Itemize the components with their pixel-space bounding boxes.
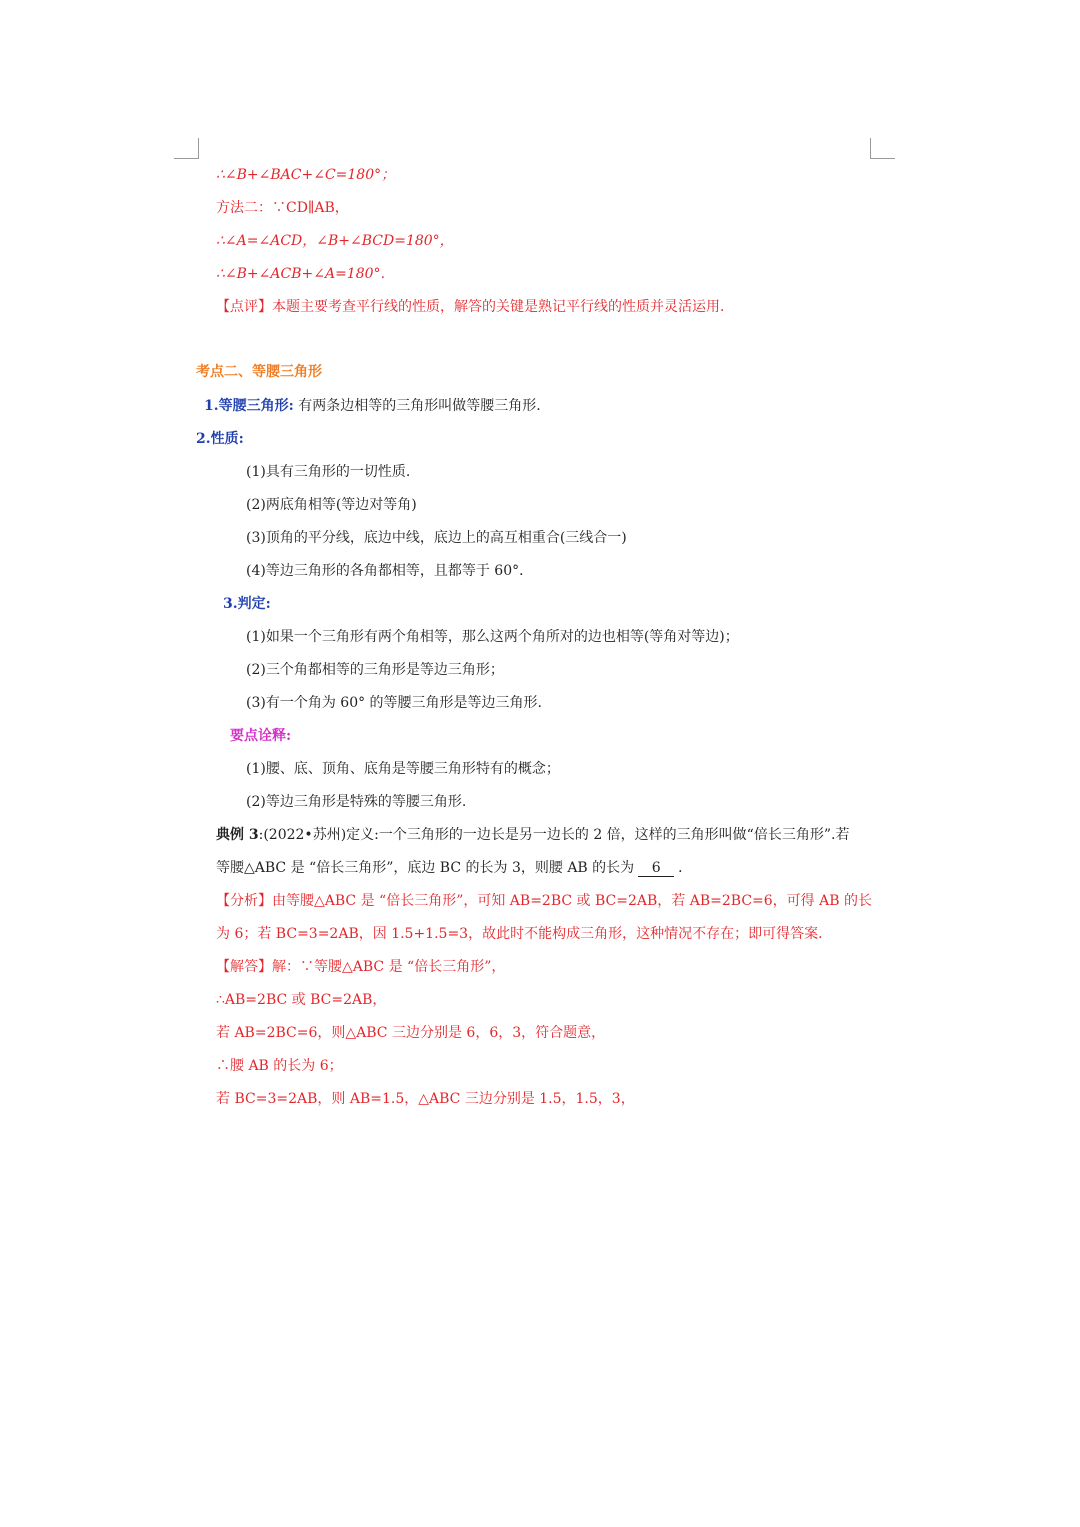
section-heading: 考点二、等腰三角形 [196,364,322,380]
definition-line [204,396,541,416]
proof-line-4: ∴∠B+∠ACB+∠A=180°． [216,266,395,282]
property-3: (3)顶角的平分线，底边中线，底边上的高互相重合(三线合一) [246,530,627,546]
key-point-2: (2)等边三角形是特殊的等腰三角形. [246,794,467,810]
solution-line-1: 【解答】解：∵等腰△ABC 是 “倍长三角形”， [216,959,506,975]
property-1: (1)具有三角形的一切性质. [246,464,411,480]
proof-line-1: ∴∠B+∠BAC+∠C=180°； [216,167,396,183]
answer-blank: 6 [638,860,674,877]
proof-line-3: ∴∠A=∠ACD，∠B+∠BCD=180°， [216,233,454,249]
criteria-heading: 3.判定: [223,596,271,612]
example-text: :(2022•苏州)定义:一个三角形的一边长是另一边长的 2 倍，这样的三角形叫做“倍长三角形”.若 [258,827,850,843]
solution-line-5: 若 BC=3=2AB，则 AB=1.5，△ABC 三边分别是 1.5，1.5，3， [216,1091,635,1107]
example-question: 等腰△ABC 是 “倍长三角形”，底边 BC 的长为 3，则腰 AB 的长为 [216,860,635,876]
property-2: (2)两底角相等(等边对等角) [246,497,417,513]
example-line-1 [216,825,849,845]
example-line-2 [216,858,692,878]
solution-line-4: ∴腰 AB 的长为 6； [216,1058,343,1074]
solution-line-3: 若 AB=2BC=6，则△ABC 三边分别是 6，6，3，符合题意， [216,1025,606,1041]
comment-line: 【点评】本题主要考查平行线的性质，解答的关键是熟记平行线的性质并灵活运用． [216,299,734,315]
key-point-1: (1)腰、底、顶角、底角是等腰三角形特有的概念； [246,761,560,777]
proof-method-two: 方法二：∵CD∥AB， [216,200,349,216]
definition-label: 1.等腰三角形: [204,398,294,414]
criterion-1: (1)如果一个三角形有两个角相等，那么这两个角所对的边也相等(等角对等边)； [246,629,739,645]
property-4: (4)等边三角形的各角都相等，且都等于 60°． [246,563,534,579]
properties-heading: 2.性质: [196,431,244,447]
crop-mark-top-right [870,138,895,159]
example-period: ． [678,860,693,876]
definition-text: 有两条边相等的三角形叫做等腰三角形. [293,398,541,414]
analysis-line-1: 【分析】由等腰△ABC 是 “倍长三角形”，可知 AB=2BC 或 BC=2AB，若 AB=2BC=6，可得 AB 的长 [216,893,872,909]
example-label: 典例 3 [216,827,259,843]
solution-line-2: ∴AB=2BC 或 BC=2AB， [216,992,387,1008]
key-points-heading: 要点诠释: [230,728,292,744]
crop-mark-top-left [174,138,199,159]
analysis-line-2: 为 6；若 BC=3=2AB，因 1.5+1.5=3，故此时不能构成三角形，这种情况不存在；即可得答案． [216,926,833,942]
criterion-3: (3)有一个角为 60° 的等腰三角形是等边三角形. [246,695,542,711]
criterion-2: (2)三个角都相等的三角形是等边三角形； [246,662,504,678]
